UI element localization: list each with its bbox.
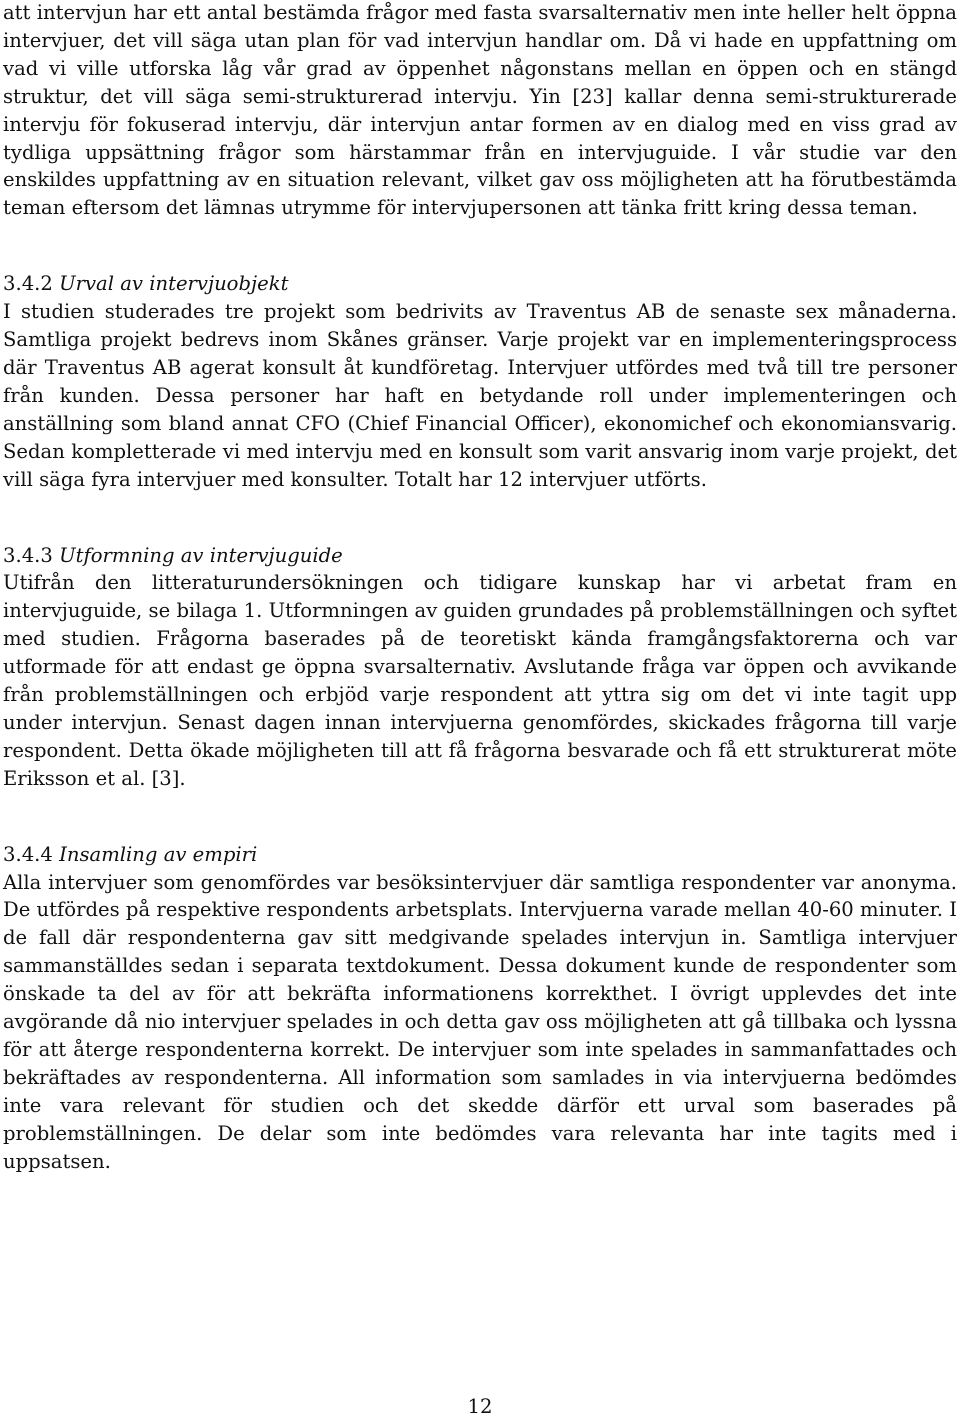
section-number: 3.4.4 — [3, 842, 53, 866]
page-number: 12 — [467, 1395, 493, 1418]
section-title: Utformning av intervjuguide — [59, 543, 343, 567]
section-number: 3.4.2 — [3, 272, 53, 296]
section-insamling — [3, 841, 957, 1176]
intro-paragraph: att intervjun har ett antal bestämda frågor med fasta svarsalternativ men inte heller helt öppna intervjuer, det vill säga utan plan för vad intervjun handlar om. Då vi hade en uppfattning om vad vi ville utforska låg vår grad av öppenhet någonstans mellan en öppen och en stängd struktur, det vill säga semi-strukturerad intervju. Yin [23] kallar denna semi-strukturerade intervju för fokuserad intervju, där intervjun antar formen av en dialog med en viss grad av tydliga uppsättning frågor som härstammar från en intervjuguide. I vår studie var den enskildes uppfattning av en situation relevant, vilket gav oss möjligheten att ha förutbestämda teman eftersom det lämnas utrymme för intervjupersonen att tänka fritt kring dessa teman. — [3, 1, 957, 220]
section-heading — [3, 542, 957, 570]
section-heading — [3, 841, 957, 869]
section-paragraph: Utifrån den litteraturundersökningen och tidigare kunskap har vi arbetat fram en intervjuguide, se bilaga 1. Utformningen av guiden grundades på problemställningen och syftet med studien. Frågorna baserades på de teoretiskt kända framgångsfaktorerna och var utformade för att endast ge öppna svarsalternativ. Avslutande fråga var öppen och avvikande från problemställningen och erbjöd varje respondent att yttra sig om det vi inte tagit upp under intervjun. Senast dagen innan intervjuerna genomfördes, skickades frågorna till varje respondent. Detta ökade möjligheten till att få frågorna besvarade och få ett strukturerat möte Eriksson et al. [3]. — [3, 571, 957, 790]
section-heading — [3, 270, 957, 298]
section-title: Urval av intervjuobjekt — [59, 272, 289, 296]
section-number: 3.4.3 — [3, 543, 53, 567]
section-paragraph: Alla intervjuer som genomfördes var besöksintervjuer där samtliga respondenter var anonyma. De utfördes på respektive respondents arbetsplats. Intervjuerna varade mellan 40-60 minuter. I de fall där respondenterna gav sitt medgivande spelades intervjun in. Samtliga intervjuer sammanställdes sedan i separata textdokument. Dessa dokument kunde de respondenter som önskade ta del av för att bekräfta informationens korrekthet. I övrigt upplevdes det inte avgörande då nio intervjuer spelades in och detta gav oss möjligheten att gå tillbaka och lyssna för att återge respondenterna korrekt. De intervjuer som inte spelades in sammanfattades och bekräftades av respondenterna. All information som samlades in via intervjuerna bedömdes inte vara relevant för studien och det skedde därför ett urval som baserades på problemställningen. De delar som inte bedömdes vara relevanta har inte tagits med i uppsatsen. — [3, 870, 957, 1173]
section-title: Insamling av empiri — [59, 842, 258, 866]
section-paragraph: I studien studerades tre projekt som bedrivits av Traventus AB de senaste sex månaderna. Samtliga projekt bedrevs inom Skånes gränser. Varje projekt var en implementeringsprocess där Traventus AB agerat konsult åt kundföretag. Intervjuer utfördes med två till tre personer från kunden. Dessa personer har haft en betydande roll under implementeringen och anställning som bland annat CFO (Chief Financial Officer), ekonomichef och ekonomiansvarig. Sedan kompletterade vi med intervju med en konsult som varit ansvarig inom varje projekt, det vill säga fyra intervjuer med konsulter. Totalt har 12 intervjuer utförts. — [3, 300, 957, 491]
section-urval — [3, 270, 957, 493]
document-page — [3, 0, 957, 1176]
section-utformning — [3, 542, 957, 793]
